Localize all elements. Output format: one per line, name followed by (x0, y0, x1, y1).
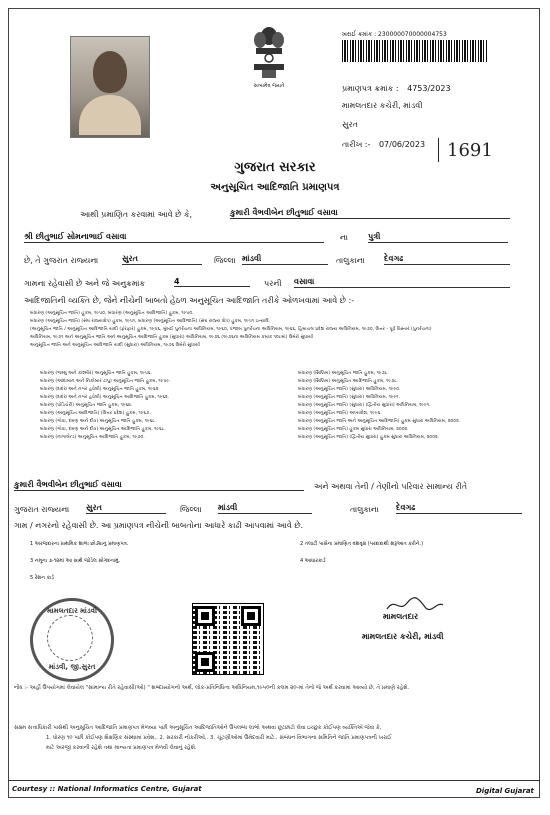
handwritten-number: 1691 (447, 140, 493, 161)
recognition-line: આદિજાતિની વ્યક્તિ છે, જેને નીચેની બાબતો હેઠળ અનુસૂચિત આદિજાતિ તરીકે ઓળખવામાં આવે છે :- (24, 296, 355, 305)
qr-code (192, 603, 264, 675)
orders-list (30, 310, 520, 350)
note-verification: માટે અરજી કરવાની રહેશે તથા માન્યતા પ્રમાણપત્ર મેળવી લેવાનું રહેશે. (46, 745, 197, 751)
order-left-item: બંધારણ (આંદામાન અને નિકોબાર ટાપુ) અનુસૂચિત જાતિ હુકમ, ૧૯૫૯. (40, 379, 171, 384)
document-item: 1 અરજદારના પ્રાથમિક શાળા છોડ્યાનું પ્રમાણપત્ર. (30, 541, 129, 547)
order-right-item: બંધારણ (અનુસૂચિત જાતિ) (સુધારા) (દ્વિતીય સુધારા) અધિનિયમ, ૧૯૯૧. (298, 403, 431, 408)
residence-taluka-label: તાલુકાના (350, 505, 379, 514)
document-item: 2 તલાટી પાસેના પ્રમાણિત વંશવૃક્ષ (પરદાદાથી શરૂઆત કરીને.) (300, 541, 424, 547)
of-label: ના (340, 233, 348, 242)
handwritten-divider (438, 138, 439, 162)
order-left-item: બંધારણ (દાદરા અને નગર હવેલી) અનુસૂચિત જાતિ હુકમ, ૧૯૬૨. (40, 387, 160, 392)
note-benefits: 1. ધોરણ ૧૦ પછી કોઈપણ શૈક્ષણિક સંસ્થામાં પ્રવેશ,. 2. સરકારી નોકરીઓ,. 3. ચૂંટણીઓમાં ઉમેદવારી માટે.. સંબંધન વિભાગના સમિતિને જાતિ પ્રમાણપત્રની ખરાઈ (46, 735, 392, 741)
residence-district: સુરત (122, 254, 202, 265)
issue-date-row (342, 140, 425, 150)
seal-top-text: મામલતદાર માંડવી (46, 607, 98, 615)
emblem-motto: સત્યમેવ જયતે (253, 83, 285, 89)
state-prefix: છે, તે ગુજરાત રાજ્યના (24, 256, 99, 265)
note-eligibility: સક્ષમ સત્તાધિકારી પાસેથી અનુસૂચિત આદિજાતિ પ્રમાણપત્ર મેળવ્યા પછી અનુસૂચિત આદિજાતિઓને ઉપલબ્ધ લાભો અથવા છૂટછાટો લેવા ઇચ્છુક કોઈપણ વ્યક્તિએ જેવા કે, (14, 725, 382, 731)
issue-date-label: તારીખ :- (342, 140, 371, 149)
residence-taluka: માંડવી (242, 254, 328, 265)
district-label: જિલ્લા (214, 256, 236, 265)
orders-right-column (298, 370, 528, 442)
certificate-title: અનુસૂચિત આદિજાતિ પ્રમાણપત્ર (210, 182, 340, 193)
certify-prefix: આથી પ્રમાણિત કરવામાં આવે છે કે, (80, 210, 193, 219)
applicant-name: કુમારી વૈભવીબેન છીતુભાઈ વસાવા (230, 208, 510, 219)
orders-left-column (40, 370, 270, 442)
certificate-number: 4753/2023 (407, 84, 451, 93)
residence-basis-line: ગામ / નગરનો રહેવાસી છે. આ પ્રમાણપત્ર નીચેની બાબતોના આધારે કાઢી આપવામાં આવે છે. (14, 521, 304, 530)
residence-district-label: જિલ્લા (180, 505, 202, 514)
serial-mid: પરની (264, 279, 282, 288)
residence-suffix: અને અથવા તેની / તેણીનો પરિવાર સામાન્ય રીતે (314, 482, 468, 491)
certificate-number-row (342, 84, 451, 94)
document-item: 3 નમૂના ૭-૧૨માં આ સાથે જોડેલ સોગંદનામું. (30, 558, 121, 564)
footer-courtesy: Courtesy :: National Informatics Centre, Gujarat (12, 785, 202, 793)
government-title: ગુજરાત સરકાર (234, 160, 316, 175)
issuing-office: મામલતદાર કચેરી, માંડવી (342, 101, 423, 110)
barcode (342, 40, 488, 62)
official-seal (30, 598, 114, 682)
father-name: શ્રી છીતુભાઈ સોમનાભાઈ વસાવા (24, 232, 324, 243)
footer-brand: Digital Gujarat (476, 787, 534, 795)
order-left-item: બંધારણ (અનુસૂચિત આદિજાતિ) (ઉત્તર પ્રદેશ) હુકમ, ૧૯૬૭. (40, 411, 151, 416)
residence-village: દેવગઢ (384, 254, 510, 265)
residence-state-prefix: ગુજરાત રાજ્યના (14, 505, 70, 514)
serial-prefix: ગામના રહેવાસી છે અને જે અનુક્રમાંક (24, 279, 146, 288)
signatory-office: મામલતદાર કચેરી, માંડવી (362, 632, 444, 641)
residence-taluka-value: માંડવી (218, 503, 312, 514)
order-right-item: બંધારણ (અનુસૂચિત જાતિ) (સુધારા) અધિનિયમ, ૧૯૯૦. (298, 387, 401, 392)
verification-number: ખરાઈ ક્રમાંક : 230000070000004753 (342, 31, 447, 38)
certificate-number-label: પ્રમાણપત્ર ક્રમાંક : (342, 84, 399, 93)
order-right-item: બંધારણ (અનુસૂચિત જાતિ) હુકમ સુધારા અધિનિયમ, ૨૦૦૨. (298, 427, 409, 432)
order-item: (અનુસૂચિત જાતિ / અનુસૂચિત આદિજાતિ યાદી (ફેરફાર) હુકમ, ૧૯૫૬, મુંબઈ પુનર્રચના અધિનિયમ, ૧૯૬૦, પંજાબ પુનર્રચના અધિનિયમ, ૧૯૬૬, હિમાચલ પ્રદેશ રાજ્ય અધિનિયમ, ૧૯૭૦, ઉત્તર - પૂર્વ વિસ્તાર (પુનર્રચના) (30, 327, 432, 332)
issue-date: 07/06/2023 (378, 140, 426, 149)
tribe-name: વસાવા (294, 277, 510, 288)
applicant-photo (70, 36, 150, 138)
residence-village-value: દેવગઢ (396, 503, 522, 514)
order-right-item: બંધારણ (સિક્કિમ) અનુસૂચિત જાતિ હુકમ, ૧૯૭૮. (298, 371, 389, 376)
order-item: અનુસૂચિત જાતિ અને અનુસૂચિત આદિજાતિ યાદી (સુધારા) અધિનિયમ, ૧૯૭૬ ઉમેરો સુધાર્યા (30, 343, 200, 348)
footer-divider (8, 780, 540, 781)
signatory-title: મામલતદાર (383, 612, 419, 621)
order-left-item: બંધારણ (જમ્મુ અને કાશ્મીર) અનુસૂચિત જાતિ હુકમ, ૧૯૫૬. (40, 371, 152, 376)
taluka-label: તાલુકાના (336, 256, 365, 265)
order-right-item: બંધારણ (અનુસૂચિત જાતિ) અધ્યાદેશ, ૧૯૯૬. (298, 411, 382, 416)
order-item: બંધારણ (અનુસૂચિત જાતિ) (સંઘ રાજ્યક્ષેત્ર) હુકમ, ૧૯૫૧, બંધારણ (અનુસૂચિત આદિજાતિ) (સંઘ રાજ્ય ક્ષેત્ર) હુકમ, ૧૯૫૧ ઇત્યાદિ. (30, 319, 271, 324)
relation: પુત્રી (368, 232, 508, 243)
issuing-district: સુરત (342, 120, 358, 129)
order-left-item: બંધારણ (દાદરા અને નગર હવેલી) અનુસૂચિત આદિજાતિ હુકમ, ૧૯૬૨. (40, 395, 170, 400)
document-item: 5 રેશન કાર્ડ (30, 575, 55, 581)
document-item: 4 આધારકાર્ડ (300, 558, 326, 564)
seal-bottom-text: માંડવી, જી.સુરત (48, 663, 96, 671)
order-left-item: બંધારણ (પોંડિચેરી) અનુસૂચિત જાતિ હુકમ, ૧૯૬૪. (40, 403, 133, 408)
order-left-item: બંધારણ (ગોવા, દમણ અને દીવ) અનુસૂચિત જાતિ હુકમ, ૧૯૬૮. (40, 419, 157, 424)
serial-number: 4 (174, 277, 250, 287)
order-right-item: બંધારણ (અનુસૂચિત જાતિ) (દ્વિતીય સુધારા) હુકમ સુધારા અધિનિયમ, ૨૦૦૨. (298, 435, 440, 440)
national-emblem-icon (248, 24, 290, 82)
residence-district-value: સુરત (86, 503, 166, 514)
order-item: બંધારણ (અનુસૂચિત જાતિ) હુકમ, ૧૯૫૦, બંધારણ (અનુસૂચિત આદિજાતિ) હુકમ, ૧૯૫૦. (30, 311, 194, 316)
note-residence: નોંધ :- અહીં ઉપયોગમાં લેવાયેલ "સામાન્ય રીતે રહેવાસી(ઓ) " શબ્દપ્રયોગનો અર્થ, લોક-પ્રતિનિધિત્વ અધિનિયમ,૧૯૫૦ની કલમ ૨૦-માં તેનો જે અર્થ કરવામાં આવ્યો છે, તે પ્રમાણે રહેશે. (14, 685, 410, 691)
order-item: અધિનિયમ, ૧૯૭૧ અને અનુસૂચિત જાતિ અને અનુસૂચિત આદિજાતિ હુકમ (સુધારા) અધિનિયમ, ૧૯૭૬ (૧૯૭૬ના અધિનિયમ ક્રમાંક ૧૦૮માં) ઉમેરો સુધાર્યા (30, 335, 314, 340)
order-right-item: બંધારણ (અનુસૂચિત જાતિ) (સુધારા) અધિનિયમ, ૧૯૯૧. (298, 395, 401, 400)
residence-person-name: કુમારી વૈભવીબેન છીતુભાઈ વસાવા (14, 480, 304, 491)
order-left-item: બંધારણ (ગોવા, દમણ અને દીવ) અનુસૂચિત આદિજાતિ હુકમ, ૧૯૬૮. (40, 427, 166, 432)
order-right-item: બંધારણ (સિક્કિમ) અનુસૂચિત આદિજાતિ હુકમ, ૧૯૭૮. (298, 379, 399, 384)
order-left-item: બંધારણ (નાગાલેન્ડ) અનુસૂચિત આદિજાતિ હુકમ, ૧૯૭૦. (40, 435, 145, 440)
order-right-item: બંધારણ (અનુસૂચિત જાતિ અને અનુસૂચિત આદિજાતિ) હુકમ સુધારા અધિનિયમ, ૨૦૦૨. (298, 419, 461, 424)
